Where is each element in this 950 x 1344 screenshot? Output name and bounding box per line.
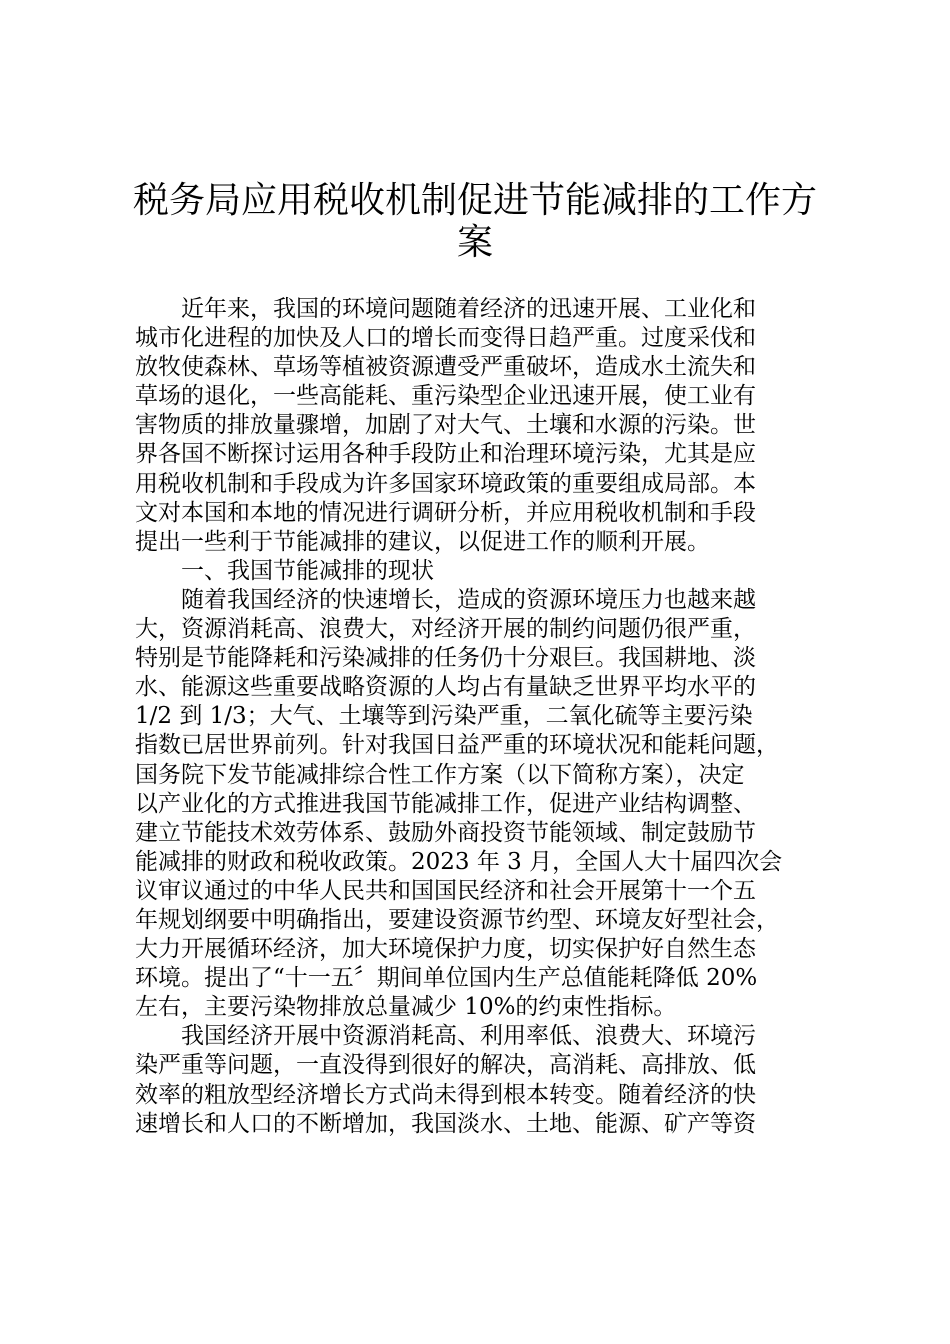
body-line: 左右，主要污染物排放总量减少 10%的约束性指标。 (135, 994, 677, 1021)
body-line: 随着我国经济的快速增长，造成的资源环境压力也越来越 (135, 586, 756, 613)
body-line: 用税收机制和手段成为许多国家环境政策的重要组成局部。本 (135, 470, 756, 497)
body-line: 国务院下发节能减排综合性工作方案（以下简称方案），决定 (135, 761, 745, 788)
body-line: 特别是节能降耗和污染减排的任务仍十分艰巨。我国耕地、淡 (135, 645, 756, 672)
document-body (135, 295, 825, 1139)
body-line: 害物质的排放量骤增，加剧了对大气、土壤和水源的污染。世 (135, 412, 756, 439)
body-line: 环境。提出了“十一五〞期间单位国内生产总值能耗降低 20% (135, 965, 758, 992)
body-line: 1/2 到 1/3；大气、土壤等到污染严重，二氧化硫等主要污染 (135, 703, 753, 730)
body-line: 草场的退化，一些高能耗、重污染型企业迅速开展，使工业有 (135, 383, 756, 410)
body-line: 年规划纲要中明确指出，要建设资源节约型、环境友好型社会， (135, 906, 779, 933)
section-heading: 一、我国节能减排的现状 (135, 557, 434, 584)
body-line: 议审议通过的中华人民共和国国民经济和社会开展第十一个五 (135, 877, 756, 904)
body-line: 以产业化的方式推进我国节能减排工作，促进产业结构调整、 (135, 790, 756, 817)
document-title-line-2: 案 (456, 222, 493, 263)
body-line: 速增长和人口的不断增加，我国淡水、土地、能源、矿产等资 (135, 1110, 756, 1137)
body-line: 文对本国和本地的情况进行调研分析，并应用税收机制和手段 (135, 499, 756, 526)
body-line: 建立节能技术效劳体系、鼓励外商投资节能领域、制定鼓励节 (135, 819, 756, 846)
body-line: 水、能源这些重要战略资源的人均占有量缺乏世界平均水平的 (135, 674, 756, 701)
body-line: 大力开展循环经济，加大环境保护力度，切实保护好自然生态 (135, 936, 756, 963)
body-line: 放牧使森林、草场等植被资源遭受严重破坏，造成水土流失和 (135, 354, 756, 381)
body-line: 效率的粗放型经济增长方式尚未得到根本转变。随着经济的快 (135, 1081, 756, 1108)
body-line: 近年来，我国的环境问题随着经济的迅速开展、工业化和 (135, 296, 756, 322)
body-line: 提出一些利于节能减排的建议，以促进工作的顺利开展。 (135, 528, 710, 555)
body-line: 染严重等问题，一直没得到很好的解决，高消耗、高排放、低 (135, 1052, 756, 1079)
document-title-line-1: 税务局应用税收机制促进节能减排的工作方 (132, 180, 817, 221)
body-line: 城市化进程的加快及人口的增长而变得日趋严重。过度采伐和 (135, 325, 756, 352)
body-line: 大，资源消耗高、浪费大，对经济开展的制约问题仍很严重， (135, 616, 756, 643)
body-line: 界各国不断探讨运用各种手段防止和治理环境污染，尤其是应 (135, 441, 756, 468)
body-line: 指数已居世界前列。针对我国日益严重的环境状况和能耗问题， (135, 732, 779, 759)
body-line: 我国经济开展中资源消耗高、利用率低、浪费大、环境污 (135, 1023, 756, 1050)
body-line: 能减排的财政和税收政策。2023 年 3 月，全国人大十届四次会 (135, 848, 783, 875)
